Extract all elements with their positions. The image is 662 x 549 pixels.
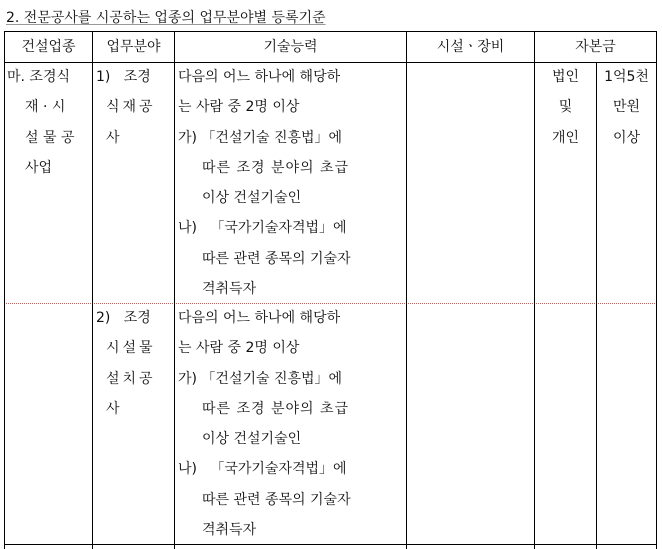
table-right-border [656, 31, 657, 549]
row2-field [96, 303, 170, 424]
field-line: 사 [106, 129, 120, 146]
field-line: 2) 조경 [96, 310, 151, 326]
header-technical: 기술능력 [263, 39, 318, 55]
tech-line: 이상 건설기술인 [202, 431, 302, 448]
industry-line: 마. 조경식 [7, 69, 70, 85]
tech-line: 나) 「국가기술자격법」에 [178, 461, 347, 478]
tech-line: 격취득자 [202, 522, 257, 539]
row1-field [96, 62, 170, 153]
tech-line: 따른 조경 분야의 초급 [202, 159, 350, 176]
header-facility: 시설ㆍ장비 [436, 39, 505, 55]
row2-technical [178, 303, 403, 545]
tech-line: 가) 「건설기술 진흥법」에 [178, 129, 343, 146]
table-left-border [4, 31, 5, 549]
tech-line: 이상 건설기술인 [202, 190, 302, 207]
field-line: 1) 조경 [96, 69, 151, 85]
section-heading: 2. 전문공사를 시공하는 업종의 업무분야별 등록기준 [6, 10, 326, 26]
row1-industry [7, 62, 87, 183]
field-line: 사 [106, 400, 120, 417]
tech-line: 가) 「건설기술 진흥법」에 [178, 370, 343, 387]
header-industry: 건설업종 [21, 39, 76, 55]
row1-technical [178, 62, 403, 304]
row1-capital-amount [597, 62, 656, 153]
field-line: 시설물 [106, 340, 156, 357]
capital-line: 1억5천 [604, 69, 649, 85]
tech-line: 따른 조경 분야의 초급 [202, 400, 350, 417]
column-divider [92, 31, 93, 549]
row1-capital-entity [535, 62, 596, 153]
tech-line: 다음의 어느 하나에 해당하 [178, 69, 341, 85]
capital-line: 법인 [551, 69, 580, 85]
tech-line: 는 사람 중 2명 이상 [178, 340, 300, 357]
header-capital: 자본금 [575, 39, 616, 55]
tech-line: 격취득자 [202, 281, 257, 298]
capital-line: 및 [558, 99, 573, 116]
industry-line: 설 물 공 [25, 129, 75, 146]
industry-line: 재 · 시 [25, 99, 66, 116]
field-line: 식재공 [106, 99, 156, 116]
tech-line: 따른 관련 종목의 기술자 [202, 250, 351, 267]
capital-line: 개인 [551, 129, 580, 146]
industry-line: 사업 [25, 159, 53, 176]
capital-line: 이상 [612, 129, 641, 146]
tech-line: 다음의 어느 하나에 해당하 [178, 310, 341, 326]
column-divider [406, 31, 407, 549]
field-line: 설치공 [106, 370, 156, 387]
header-field: 업무분야 [106, 39, 161, 55]
capital-line: 만원 [612, 99, 641, 116]
tech-line: 는 사람 중 2명 이상 [178, 99, 300, 116]
tech-line: 따른 관련 종목의 기술자 [202, 491, 351, 508]
column-divider [174, 31, 175, 549]
tech-line: 나) 「국가기술자격법」에 [178, 220, 347, 237]
